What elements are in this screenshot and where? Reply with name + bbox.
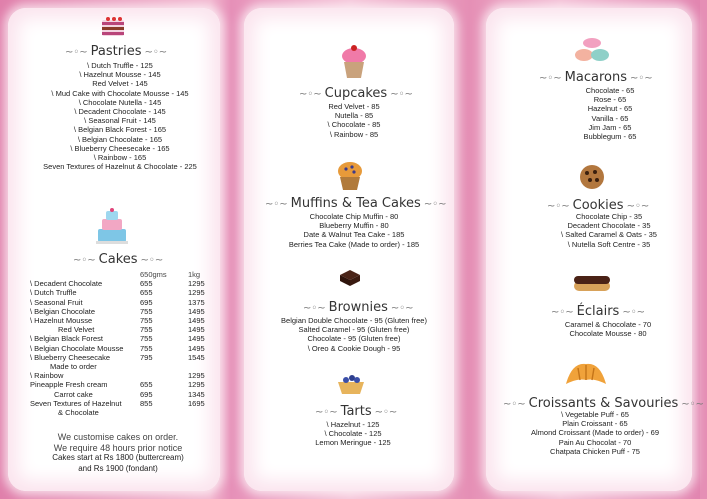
list-item: Hazelnut - 65 xyxy=(587,104,633,114)
cookie-icon xyxy=(578,164,606,195)
list-item: Almond Croissant (Made to order) - 69 xyxy=(531,428,659,438)
list-item: \ Blueberry Cheesecake - 165 xyxy=(30,144,210,153)
column-header: 1kg xyxy=(188,270,201,279)
list-item: \ Chocolate Nutella - 145 xyxy=(30,98,210,107)
eclairs-list xyxy=(536,320,680,338)
table-row: Carrot cake 695 1345 xyxy=(54,389,205,399)
cupcakes-list xyxy=(280,102,428,139)
list-item: Jim Jam - 65 xyxy=(588,122,632,132)
list-item: \ Dutch Truffle - 125 xyxy=(30,61,210,70)
list-item: \ Belgian Chocolate - 165 xyxy=(30,135,210,144)
table-header xyxy=(30,270,218,279)
list-item: Vanilla - 65 xyxy=(591,113,629,123)
list-item: \ Rainbow - 165 xyxy=(30,153,210,162)
muffin-icon xyxy=(336,160,364,197)
list-item: \ Mud Cake with Chocolate Mousse - 145 xyxy=(30,89,210,98)
table-row: \ Belgian Chocolate Mousse 755 1495 xyxy=(30,344,218,353)
cookies-title: ~◦~ Cookies ~◦~ xyxy=(547,198,650,213)
list-item: \ Hazelnut Mousse - 145 xyxy=(30,70,210,79)
tarts-title: ~◦~ Tarts ~◦~ xyxy=(315,404,398,419)
table-row: \ Dutch Truffle 655 1295 xyxy=(30,288,218,297)
list-item: Chocolate Chip Muffin - 80 xyxy=(309,212,399,221)
list-item: Belgian Double Chocolate - 95 (Gluten free) xyxy=(281,316,427,325)
cakes-table xyxy=(30,270,218,417)
list-item: \ Salted Caramel & Oats - 35 xyxy=(534,230,684,239)
table-row: Made to order xyxy=(50,362,97,372)
muffins-title: ~◦~ Muffins & Tea Cakes ~◦~ xyxy=(265,196,447,211)
list-item: Pain Au Chocolat - 70 xyxy=(558,437,632,447)
layer-cake-icon xyxy=(94,207,130,250)
macaron-stack-icon xyxy=(574,36,610,71)
list-item: \ Nutella Soft Centre - 35 xyxy=(534,240,684,249)
table-row: \ Seasonal Fruit 695 1375 xyxy=(30,298,218,307)
table-row: \ Belgian Black Forest 755 1495 xyxy=(30,334,218,343)
list-item: Plain Croissant - 65 xyxy=(562,419,628,429)
brownie-icon xyxy=(338,268,362,293)
savouries-list xyxy=(510,410,680,456)
pastries-list xyxy=(30,61,210,171)
list-item: Caramel & Chocolate - 70 xyxy=(564,320,652,329)
savouries-title: ~◦~ Croissants & Savouries ~◦~ xyxy=(503,396,704,411)
muffins-list xyxy=(270,212,438,249)
list-item: Chatpata Chicken Puff - 75 xyxy=(550,446,640,456)
pastries-title: ~◦~ Pastries ~◦~ xyxy=(65,44,168,59)
list-item: Berries Tea Cake (Made to order) - 185 xyxy=(288,239,420,249)
list-item: \ Decadent Chocolate - 145 xyxy=(30,107,210,116)
list-item: Seven Textures of Hazelnut & Chocolate - 225 xyxy=(43,162,197,172)
list-item: Chocolate Chip - 35 xyxy=(575,212,643,221)
list-item: \ Belgian Black Forest - 165 xyxy=(30,125,210,134)
list-item: \ Hazelnut - 125 xyxy=(290,420,416,429)
list-item: Lemon Meringue - 125 xyxy=(315,438,391,448)
table-row: \ Decadent Chocolate 655 1295 xyxy=(30,279,218,288)
list-item: Date & Walnut Tea Cake - 185 xyxy=(303,230,405,240)
list-item: \ Chocolate - 85 xyxy=(280,120,428,129)
macarons-list xyxy=(550,86,670,141)
column-header: 650gms xyxy=(140,270,167,279)
macarons-title: ~◦~ Macarons ~◦~ xyxy=(539,70,653,85)
list-item: Red Velvet - 145 xyxy=(92,79,148,89)
eclairs-title: ~◦~ Éclairs ~◦~ xyxy=(551,304,645,319)
list-item: \ Vegetable Puff - 65 xyxy=(510,410,680,419)
list-item: Nutella - 85 xyxy=(334,111,374,121)
cakes-note: We customise cakes on order. We require 48 hours prior notice Cakes start at Rs 1800 (buttercream) and Rs 1900 (fondant) xyxy=(52,432,184,473)
brownies-title: ~◦~ Brownies ~◦~ xyxy=(303,300,414,315)
list-item: Bubblegum - 65 xyxy=(583,132,637,142)
cupcake-icon xyxy=(340,40,368,85)
list-item: Decadent Chocolate - 35 xyxy=(567,221,651,231)
list-item: Chocolate - 65 xyxy=(585,86,635,95)
list-item: \ Rainbow - 85 xyxy=(280,130,428,139)
list-item: \ Chocolate - 125 xyxy=(290,429,416,438)
list-item: Salted Caramel - 95 (Gluten free) xyxy=(298,325,410,335)
list-item: \ Oreo & Cookie Dough - 95 xyxy=(266,344,442,353)
cookies-list xyxy=(534,212,684,249)
table-row: Red Velvet 755 1495 xyxy=(58,325,205,335)
brownies-list xyxy=(266,316,442,353)
pastry-slice-icon xyxy=(100,14,126,45)
croissant-icon xyxy=(564,360,608,393)
tart-icon xyxy=(336,372,366,401)
list-item: Red Velvet - 85 xyxy=(328,102,380,111)
table-row: \ Hazelnut Mousse 755 1495 xyxy=(30,316,218,325)
cakes-title: ~◦~ Cakes ~◦~ xyxy=(73,252,164,267)
list-item: Chocolate - 95 (Gluten free) xyxy=(307,334,401,344)
list-item: Rose - 65 xyxy=(593,95,627,105)
tarts-list xyxy=(290,420,416,448)
cupcakes-title: ~◦~ Cupcakes ~◦~ xyxy=(299,86,413,101)
table-row: Seven Textures of Hazelnut 855 1695 xyxy=(30,398,205,408)
list-item: \ Seasonal Fruit - 145 xyxy=(30,116,210,125)
table-row: \ Rainbow 1295 xyxy=(30,371,218,380)
table-row: & Chocolate xyxy=(58,408,99,418)
table-row: \ Belgian Chocolate 755 1495 xyxy=(30,307,218,316)
table-row: \ Blueberry Cheesecake 795 1545 xyxy=(30,353,218,362)
list-item: Blueberry Muffin - 80 xyxy=(319,221,389,231)
list-item: Chocolate Mousse - 80 xyxy=(569,329,647,339)
table-row: Pineapple Fresh cream 655 1295 xyxy=(30,380,205,390)
eclair-icon xyxy=(572,272,612,299)
